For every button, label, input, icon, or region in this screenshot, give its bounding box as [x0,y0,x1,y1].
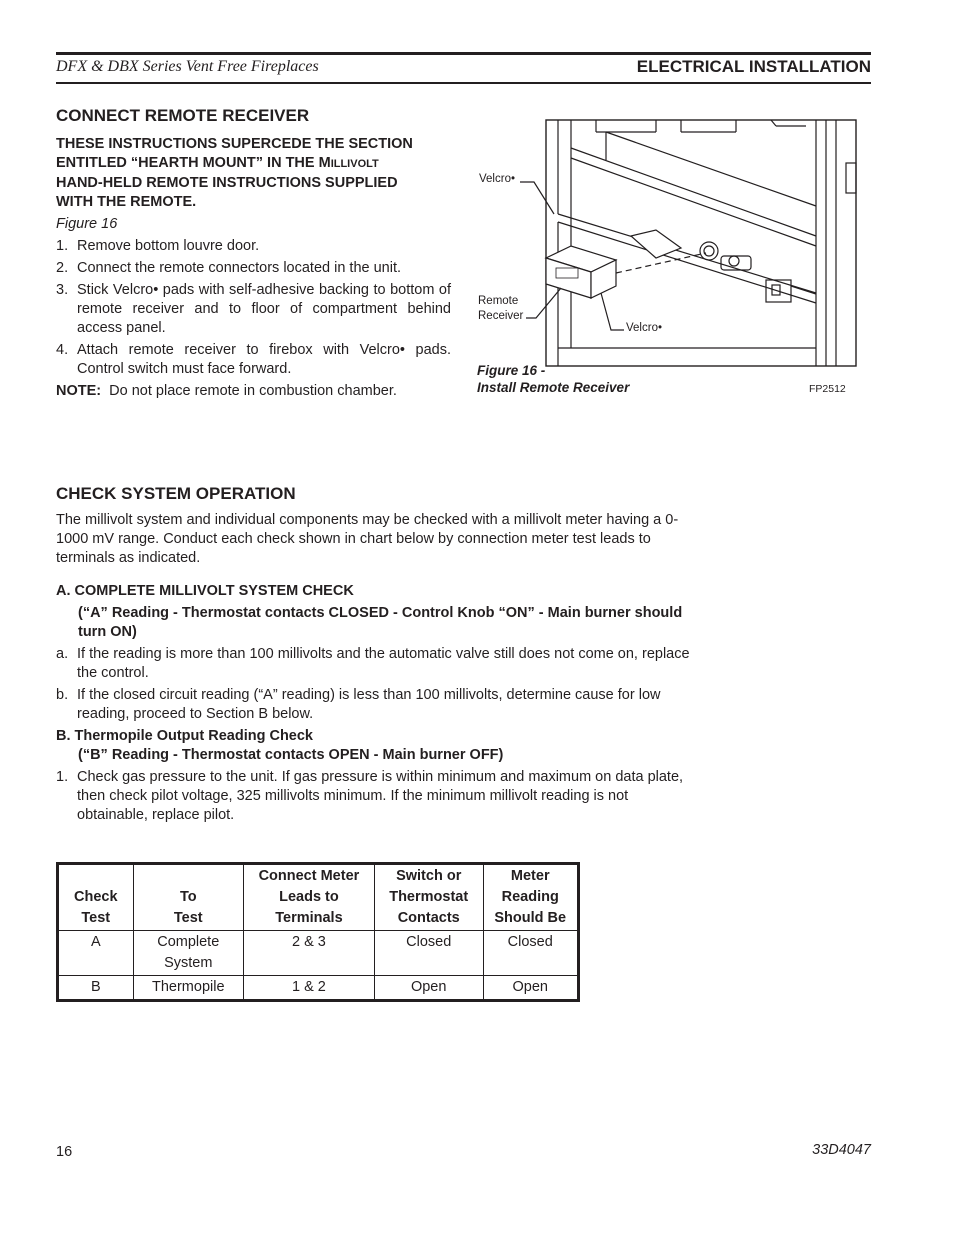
section-b-subtitle: (“B” Reading - Thermostat contacts OPEN - Main burner OFF) [78,747,504,763]
document-title: DFX & DBX Series Vent Free Fireplaces [56,58,319,75]
header-rule-top [56,52,871,55]
figure-16 [476,118,866,400]
header-check-test: Check Test [58,864,134,931]
list-item: b. If the closed circuit reading (“A” reading) is less than 100 millivolts, determine cause for low reading, proceed to Section B below. [56,687,661,722]
table-row [58,931,579,976]
remote-intro [56,135,451,212]
section-a-subtitle: (“A” Reading - Thermostat contacts CLOSED - Control Knob “ON” - Main burner should turn ON) [78,605,683,640]
cell-terminals: 2 & 3 [243,931,374,976]
cell-check: A [58,931,134,976]
page-number: 16 [56,1144,73,1160]
fireplace-diagram [476,118,866,400]
label-velcro-bottom: Velcro• [626,322,662,334]
list-item: 2. Connect the remote connectors located in the unit. [56,260,402,276]
cell-contacts: Closed [374,931,483,976]
cell-reading: Open [483,976,579,1001]
document-number: 33D4047 [812,1142,871,1158]
check-intro: The millivolt system and individual components may be checked with a millivolt meter having a 0-1000 mV range. Conduct each check shown in chart below by connection meter test leads to terminals as indicated. [56,512,679,566]
label-remote-receiver: Remote Receiver [478,295,524,322]
table-header-row [58,864,579,931]
section-title: ELECTRICAL INSTALLATION [636,57,871,76]
cell-reading: Closed [483,931,579,976]
cell-to-test: Thermopile [133,976,243,1001]
list-item: 3. Stick Velcro• pads with self-adhesive backing to bottom of remote receiver and to floor of compartment behind access panel. [56,282,451,336]
cell-terminals: 1 & 2 [243,976,374,1001]
figure-code: FP2512 [809,383,846,395]
cell-to-test: Complete System [133,931,243,976]
list-item: 4. Attach remote receiver to firebox with Velcro• pads. Control switch must face forward. [56,342,451,377]
label-velcro-top: Velcro• [479,173,515,185]
check-table [56,862,580,1002]
list-item: 1. Check gas pressure to the unit. If gas pressure is within minimum and maximum on data plate, then check pilot voltage, 325 millivolts minimum. If the minimum millivolt reading is not obtainable, replace pilot. [56,769,684,823]
section-b-title: B. Thermopile Output Reading Check [56,728,313,744]
intro-line: WITH THE REMOTE. [56,194,197,210]
remote-section [56,106,451,401]
section-a-list [56,645,703,724]
header-contacts: Switch or Thermostat Contacts [374,864,483,931]
header-reading: Meter Reading Should Be [483,864,579,931]
check-section [56,484,703,828]
remote-steps [56,237,451,379]
header-to-test: To Test [133,864,243,931]
cell-contacts: Open [374,976,483,1001]
header-rule-bottom [56,82,871,84]
section-b-list [56,768,703,825]
check-heading: CHECK SYSTEM OPERATION [56,484,296,503]
section-a-title: A. COMPLETE MILLIVOLT SYSTEM CHECK [56,583,354,599]
intro-line: ENTITLED “HEARTH MOUNT” IN THE MILLIVOLT [56,155,379,171]
intro-line: HAND-HELD REMOTE INSTRUCTIONS SUPPLIED [56,175,398,191]
remote-heading: CONNECT REMOTE RECEIVER [56,106,310,125]
cell-check: B [58,976,134,1001]
list-item: 1. Remove bottom louvre door. [56,238,260,254]
intro-line: THESE INSTRUCTIONS SUPERCEDE THE SECTION [56,136,413,152]
remote-note: NOTE: Do not place remote in combustion chamber. [56,383,397,399]
list-item: a. If the reading is more than 100 millivolts and the automatic valve still does not come on, replace the control. [56,646,690,681]
figure-reference: Figure 16 [56,216,118,232]
table-row [58,976,579,1001]
figure-caption: Figure 16 - Install Remote Receiver [477,363,630,395]
header-terminals: Connect Meter Leads to Terminals [243,864,374,931]
